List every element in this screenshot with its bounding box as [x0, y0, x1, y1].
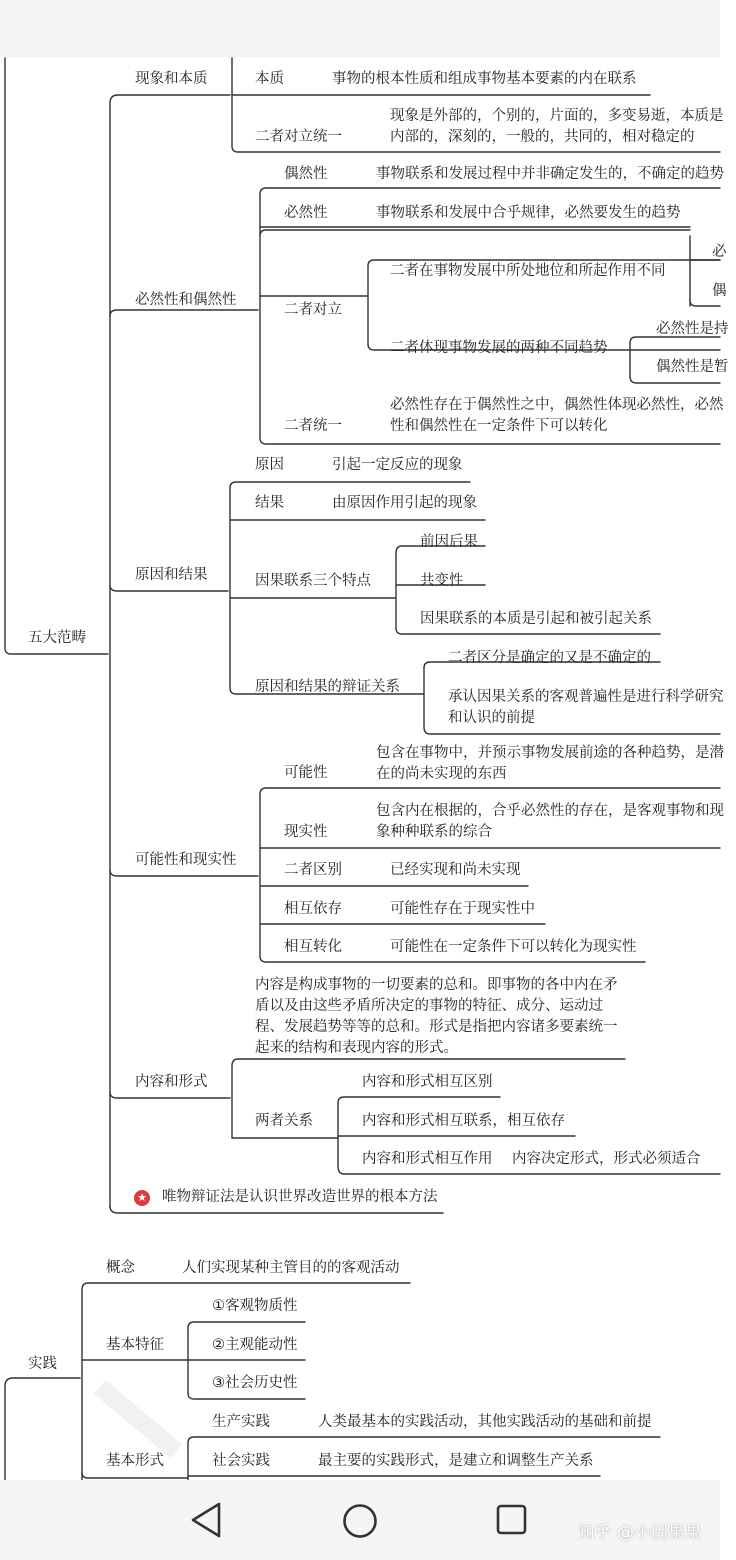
watermark-text: 知乎 @小因果果 — [577, 1523, 702, 1543]
status-bar — [0, 0, 720, 58]
node-benzhi-text[interactable]: 事物的根本性质和组成事物基本要素的内在联系 — [332, 71, 637, 87]
node-neirong-xingshi[interactable]: 内容和形式 — [135, 1074, 208, 1090]
node-jieguo[interactable]: 结果 — [255, 495, 284, 511]
node-duili-b2[interactable]: 偶然性是暂 — [656, 359, 729, 375]
node-duilitongyi-text[interactable]: 现象是外部的，个别的，片面的，多变易逝，本质是内部的，深刻的，一般的，共同的，相对稳定的 — [390, 108, 724, 145]
node-erzheduili[interactable]: 二者对立 — [284, 302, 342, 318]
node-xianghuzhuanhua[interactable]: 相互转化 — [284, 939, 342, 955]
node-kenengxing[interactable]: 可能性 — [284, 765, 328, 781]
node-xianxiang-benzhi[interactable]: 现象和本质 — [135, 71, 208, 87]
node-guanxi-2[interactable]: 内容和形式相互联系，相互依存 — [362, 1113, 565, 1129]
node-biranxing-text[interactable]: 事物联系和发展中合乎规律，必然要发生的趋势 — [376, 205, 681, 221]
node-gainian-text[interactable]: 人们实现某种主管目的的客观活动 — [182, 1260, 400, 1276]
node-liangzheguanxi[interactable]: 两者关系 — [255, 1113, 313, 1129]
node-erzhequbie[interactable]: 二者区别 — [284, 862, 342, 878]
node-yuanyin-jieguo[interactable]: 原因和结果 — [135, 567, 208, 583]
node-bianzheng-2[interactable]: 承认因果关系的客观普遍性是进行科学研究和认识的前提 — [448, 689, 724, 726]
node-tedian-3[interactable]: 因果联系的本质是引起和被引起关系 — [420, 611, 652, 627]
node-yuanyin-text[interactable]: 引起一定反应的现象 — [332, 457, 463, 473]
node-tezheng-2[interactable]: ②主观能动性 — [212, 1337, 298, 1353]
node-shehuishijian-text[interactable]: 最主要的实践形式，是建立和调整生产关系 — [318, 1453, 594, 1469]
circle-home-icon[interactable] — [340, 1501, 380, 1541]
triangle-back-icon[interactable] — [187, 1500, 225, 1540]
node-ouranxing-text[interactable]: 事物联系和发展过程中并非确定发生的，不确定的趋势 — [376, 166, 724, 182]
node-xianghuyicun[interactable]: 相互依存 — [284, 901, 342, 917]
node-kenengxing-text[interactable]: 包含在事物中，并预示事物发展前途的各种趋势，是潜在的尚未实现的东西 — [376, 745, 724, 782]
node-shengchanshijian-text[interactable]: 人类最基本的实践活动，其他实践活动的基础和前提 — [318, 1414, 652, 1430]
node-xianghuyicun-text[interactable]: 可能性存在于现实性中 — [390, 901, 535, 917]
node-shehuishijian[interactable]: 社会实践 — [212, 1453, 270, 1469]
node-duili-a1[interactable]: 必 — [712, 244, 727, 260]
node-tedian-2[interactable]: 共变性 — [420, 573, 464, 589]
node-benzhi[interactable]: 本质 — [255, 71, 284, 87]
node-jibentezheng[interactable]: 基本特征 — [106, 1337, 164, 1353]
node-duili-diwei[interactable]: 二者在事物发展中所处地位和所起作用不同 — [390, 263, 666, 279]
node-erzhequbie-text[interactable]: 已经实现和尚未实现 — [390, 862, 521, 878]
node-tezheng-3[interactable]: ③社会历史性 — [212, 1375, 298, 1391]
node-guanxi-3-text[interactable]: 内容决定形式，形式必须适合 — [512, 1151, 701, 1167]
node-neirong-desc[interactable]: 内容是构成事物的一切要素的总和。即事物的各中内在矛盾以及由这些矛盾所决定的事物的特征、成分、运动过程、发展趋势等等的总和。形式是指把内容诸多要素统一起来的结构和表现内容的形式。 — [255, 977, 618, 1056]
node-gainian[interactable]: 概念 — [106, 1260, 135, 1276]
node-xianshixing-text[interactable]: 包含内在根据的，合乎必然性的存在，是客观事物和现象种种联系的综合 — [376, 803, 724, 840]
node-duili-a2[interactable]: 偶 — [712, 283, 727, 299]
node-bianzheng[interactable]: 原因和结果的辩证关系 — [255, 679, 400, 695]
mindmap-canvas — [0, 58, 729, 1480]
node-jibenxingshi[interactable]: 基本形式 — [106, 1453, 164, 1469]
node-biran-ouran[interactable]: 必然性和偶然性 — [135, 292, 237, 308]
node-bianzheng-1[interactable]: 二者区分是确定的又是不确定的 — [448, 650, 651, 666]
node-guanxi-1[interactable]: 内容和形式相互区别 — [362, 1074, 493, 1090]
root-node-shijian[interactable]: 实践 — [28, 1356, 57, 1372]
node-tezheng-1[interactable]: ①客观物质性 — [212, 1298, 298, 1314]
root-node-wudafanchou[interactable]: 五大范畴 — [28, 630, 86, 646]
square-recent-icon[interactable] — [494, 1502, 530, 1538]
node-keneng-xianshi[interactable]: 可能性和现实性 — [135, 852, 237, 868]
node-shengchanshijian[interactable]: 生产实践 — [212, 1414, 270, 1430]
node-xianghuzhuanhua-text[interactable]: 可能性在一定条件下可以转化为现实性 — [390, 939, 637, 955]
node-duili-b1[interactable]: 必然性是持 — [656, 321, 729, 337]
node-tedian-1[interactable]: 前因后果 — [420, 534, 478, 550]
node-duilitongyi[interactable]: 二者对立统一 — [255, 129, 342, 145]
node-yinguo-tedian[interactable]: 因果联系三个特点 — [255, 573, 371, 589]
node-jieguo-text[interactable]: 由原因作用引起的现象 — [332, 495, 477, 511]
node-weiwubianzhengfa[interactable]: 唯物辩证法是认识世界改造世界的根本方法 — [162, 1189, 438, 1205]
star-badge-icon: ★ — [134, 1190, 150, 1206]
node-duili-qushi[interactable]: 二者体现事物发展的两种不同趋势 — [390, 340, 608, 356]
node-yuanyin[interactable]: 原因 — [255, 457, 284, 473]
node-erzhetongyi[interactable]: 二者统一 — [284, 418, 342, 434]
node-ouranxing[interactable]: 偶然性 — [284, 166, 328, 182]
node-biranxing[interactable]: 必然性 — [284, 205, 328, 221]
node-erzhetongyi-text[interactable]: 必然性存在于偶然性之中，偶然性体现必然性，必然性和偶然性在一定条件下可以转化 — [390, 397, 724, 434]
node-xianshixing[interactable]: 现实性 — [284, 824, 328, 840]
node-guanxi-3[interactable]: 内容和形式相互作用 — [362, 1151, 493, 1167]
